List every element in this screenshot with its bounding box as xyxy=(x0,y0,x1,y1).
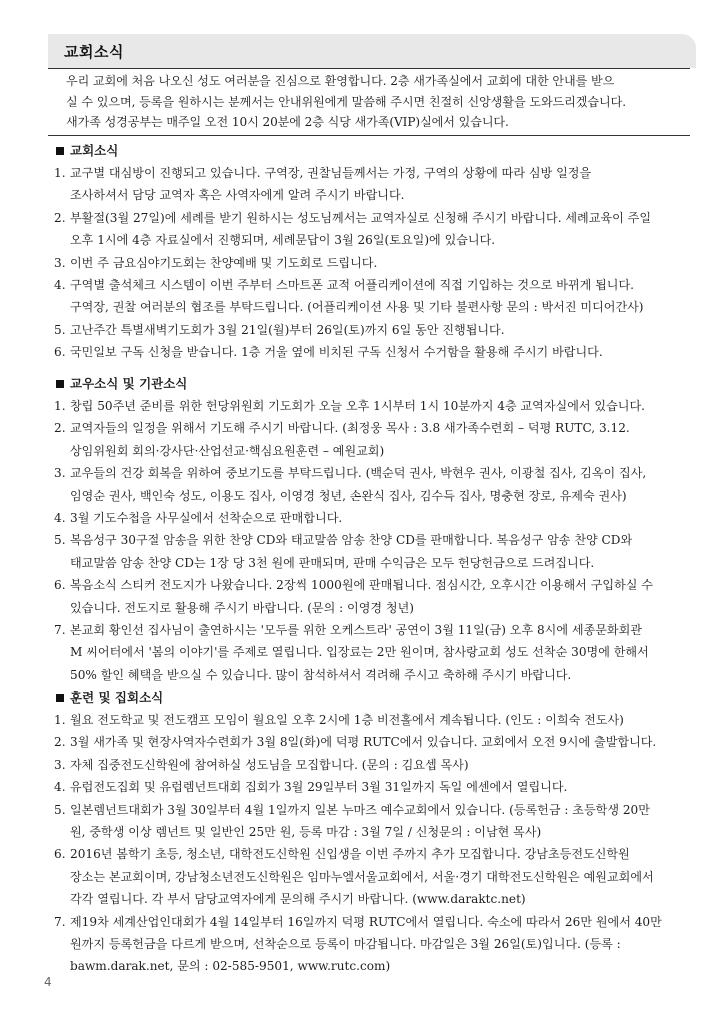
list-item: 3. 이번 주 금요심야기도회는 찬양예배 및 기도회로 드립니다. xyxy=(54,255,378,270)
list-item: 5. 일본렘넌트대회가 3월 30일부터 4월 1일까지 일본 누마즈 예수교회에서 있습니다. (등록헌금 : 초등학생 20만 원, 중학생 이상 렘넌트 및 일반인 25만 원, 등록 마감 : 3월 7일 / 신청문의 : 이남현 목사) xyxy=(54,802,650,840)
square-bullet-icon xyxy=(56,380,64,388)
list-item: 2. 3월 새가족 및 현장사역자수련회가 3월 8일(화)에 덕평 RUTC에서 있습니다. 교회에서 오전 9시에 출발합니다. xyxy=(54,735,657,750)
list-item: 4. 유럽전도집회 및 유럽렘넌트대회 집회가 3월 29일부터 3월 31일까지 독일 에센에서 열립니다. xyxy=(54,780,568,795)
list-item: 1. 창립 50주년 준비를 위한 헌당위원회 기도회가 오늘 오후 1시부터 1시 10분까지 4층 교역자실에서 있습니다. xyxy=(54,399,645,413)
list-item: 4. 구역별 출석체크 시스템이 이번 주부터 스마트폰 교적 어플리케이션에 직접 기입하는 것으로 바뀌게 됩니다. 구역장, 권찰 여러분의 협조를 부탁드립니다. (어플리케이션 사용 및 기타 불편사항 문의 : 박서진 미디어간사) xyxy=(54,278,644,315)
welcome-line: 우리 교회에 처음 나오신 성도 여러분을 진심으로 환영합니다. 2층 새가족실에서 교회에 대한 안내를 받으 xyxy=(66,74,615,88)
list-item: 7. 제19차 세계산업인대회가 4월 14일부터 16일까지 덕평 RUTC에서 열립니다. 숙소에 따라서 26만 원에서 40만 원까지 등록헌금을 다르게 받으며, 선착순으로 등록이 마감됩니다. 마감일은 3월 26일(토)입니다. (등록 : bawm.darak.net, 문의 : 02-585-9501, www.rutc.com) xyxy=(54,914,662,974)
list-item: 7. 본교회 황인선 집사님이 출연하시는 '모두를 위한 오케스트라' 공연이 3월 11일(금) 오후 8시에 세종문화회관 M 씨어터에서 '봄의 이야기'를 주제로 열립니다. 입장료는 2만 원이며, 참사랑교회 성도 선착순 30명에 한해서 50% 할인 혜택을 받으실 수 있습니다. 많이 참석하셔서 격려해 주시고 축하해 주시기 바랍니다. xyxy=(54,623,649,682)
list-item: 6. 2016년 봄학기 초등, 청소년, 대학전도신학원 신입생을 이번 주까지 추가 모집합니다. 강남초등전도신학원 장소는 본교회이며, 강남청소년전도신학원은 임마누엘서울교회에서, 서울·경기 대학전도신학원은 예원교회에서 각각 열립니다. 각 부서 담당교역자에게 문의해 주시기 바랍니다. (www.daraktc.net) xyxy=(54,847,654,907)
list-item: 6. 국민일보 구독 신청을 받습니다. 1층 거울 옆에 비치된 구독 신청서 수거함을 활용해 주시기 바랍니다. xyxy=(54,345,603,360)
list-item: 4. 3월 기도수첩을 사무실에서 선착순으로 판매합니다. xyxy=(54,511,343,526)
section-heading: 훈련 및 집회소식 xyxy=(54,688,694,709)
list-item: 3. 자체 집중전도신학원에 참여하실 성도님을 모집합니다. (문의 : 김요셉 목사) xyxy=(54,757,469,772)
section-header-bar xyxy=(48,34,696,68)
list-item: 6. 복음소식 스티커 전도지가 나왔습니다. 2장씩 1000원에 판매됩니다. 점심시간, 오후시간 이용해서 구입하실 수 있습니다. 전도지로 활용해 주시기 바랍니다. (문의 : 이영경 청년) xyxy=(54,578,653,615)
page-number: 4 xyxy=(44,975,52,989)
list-item: 2. 부활절(3월 27일)에 세례를 받기 원하시는 성도님께서는 교역자실로 신청해 주시기 바랍니다. 세례교육이 주일 오후 1시에 4층 자료실에서 진행되며, 세례문답이 3월 26일(토요일)에 있습니다. xyxy=(54,210,652,248)
training-news-section xyxy=(54,688,694,978)
church-news-section xyxy=(54,141,694,364)
list-item: 2. 교역자들의 일정을 위해서 기도해 주시기 바랍니다. (최정웅 목사 : 3.8 새가족수련회 – 덕평 RUTC, 3.12. 상임위원회 회의·강사단·산업선교·핵심요원훈련 – 예원교회) xyxy=(54,421,630,458)
list-item: 1. 월요 전도학교 및 전도캠프 모임이 월요일 오후 2시에 1층 비전홀에서 계속됩니다. (인도 : 이희숙 전도사) xyxy=(54,713,624,727)
list-item: 5. 복음성구 30구절 암송을 위한 찬양 CD와 태교말씀 암송 찬양 CD를 판매합니다. 복음성구 암송 찬양 CD와 태교말씀 암송 찬양 CD는 1장 당 3천 원에 판매되며, 판매 수익금은 모두 헌당헌금으로 드려집니다. xyxy=(54,533,633,570)
list-item: 1. 교구별 대심방이 진행되고 있습니다. 구역장, 권찰님들께서는 가정, 구역의 상황에 따라 심방 일정을 조사하셔서 담당 교역자 혹은 사역자에게 알려 주시기 바랍니다. xyxy=(54,166,592,203)
page-title: 교회소식 xyxy=(64,43,124,61)
list-item: 3. 교우들의 건강 회복을 위하여 중보기도를 부탁드립니다. (백순덕 권사, 박현우 권사, 이광철 집사, 김옥이 집사, 임영순 권사, 백인숙 성도, 이용도 집사, 이영경 청년, 손완식 집사, 김수득 집사, 명충현 장로, 유제숙 권사) xyxy=(54,466,647,503)
section-heading: 교회소식 xyxy=(54,141,694,162)
welcome-box xyxy=(48,68,690,136)
welcome-line: 실 수 있으며, 등록을 원하시는 분께서는 안내위원에게 말씀해 주시면 친절히 신앙생활을 도와드리겠습니다. xyxy=(66,94,627,109)
welcome-line: 새가족 성경공부는 매주일 오전 10시 20분에 2층 식당 새가족(VIP)실에서 있습니다. xyxy=(66,115,509,129)
square-bullet-icon xyxy=(56,147,64,155)
section-heading: 교우소식 및 기관소식 xyxy=(54,374,694,395)
list-item: 5. 고난주간 특별새벽기도회가 3월 21일(월)부터 26일(토)까지 6일 동안 진행됩니다. xyxy=(54,322,505,337)
member-news-section xyxy=(54,374,694,686)
square-bullet-icon xyxy=(56,694,64,702)
